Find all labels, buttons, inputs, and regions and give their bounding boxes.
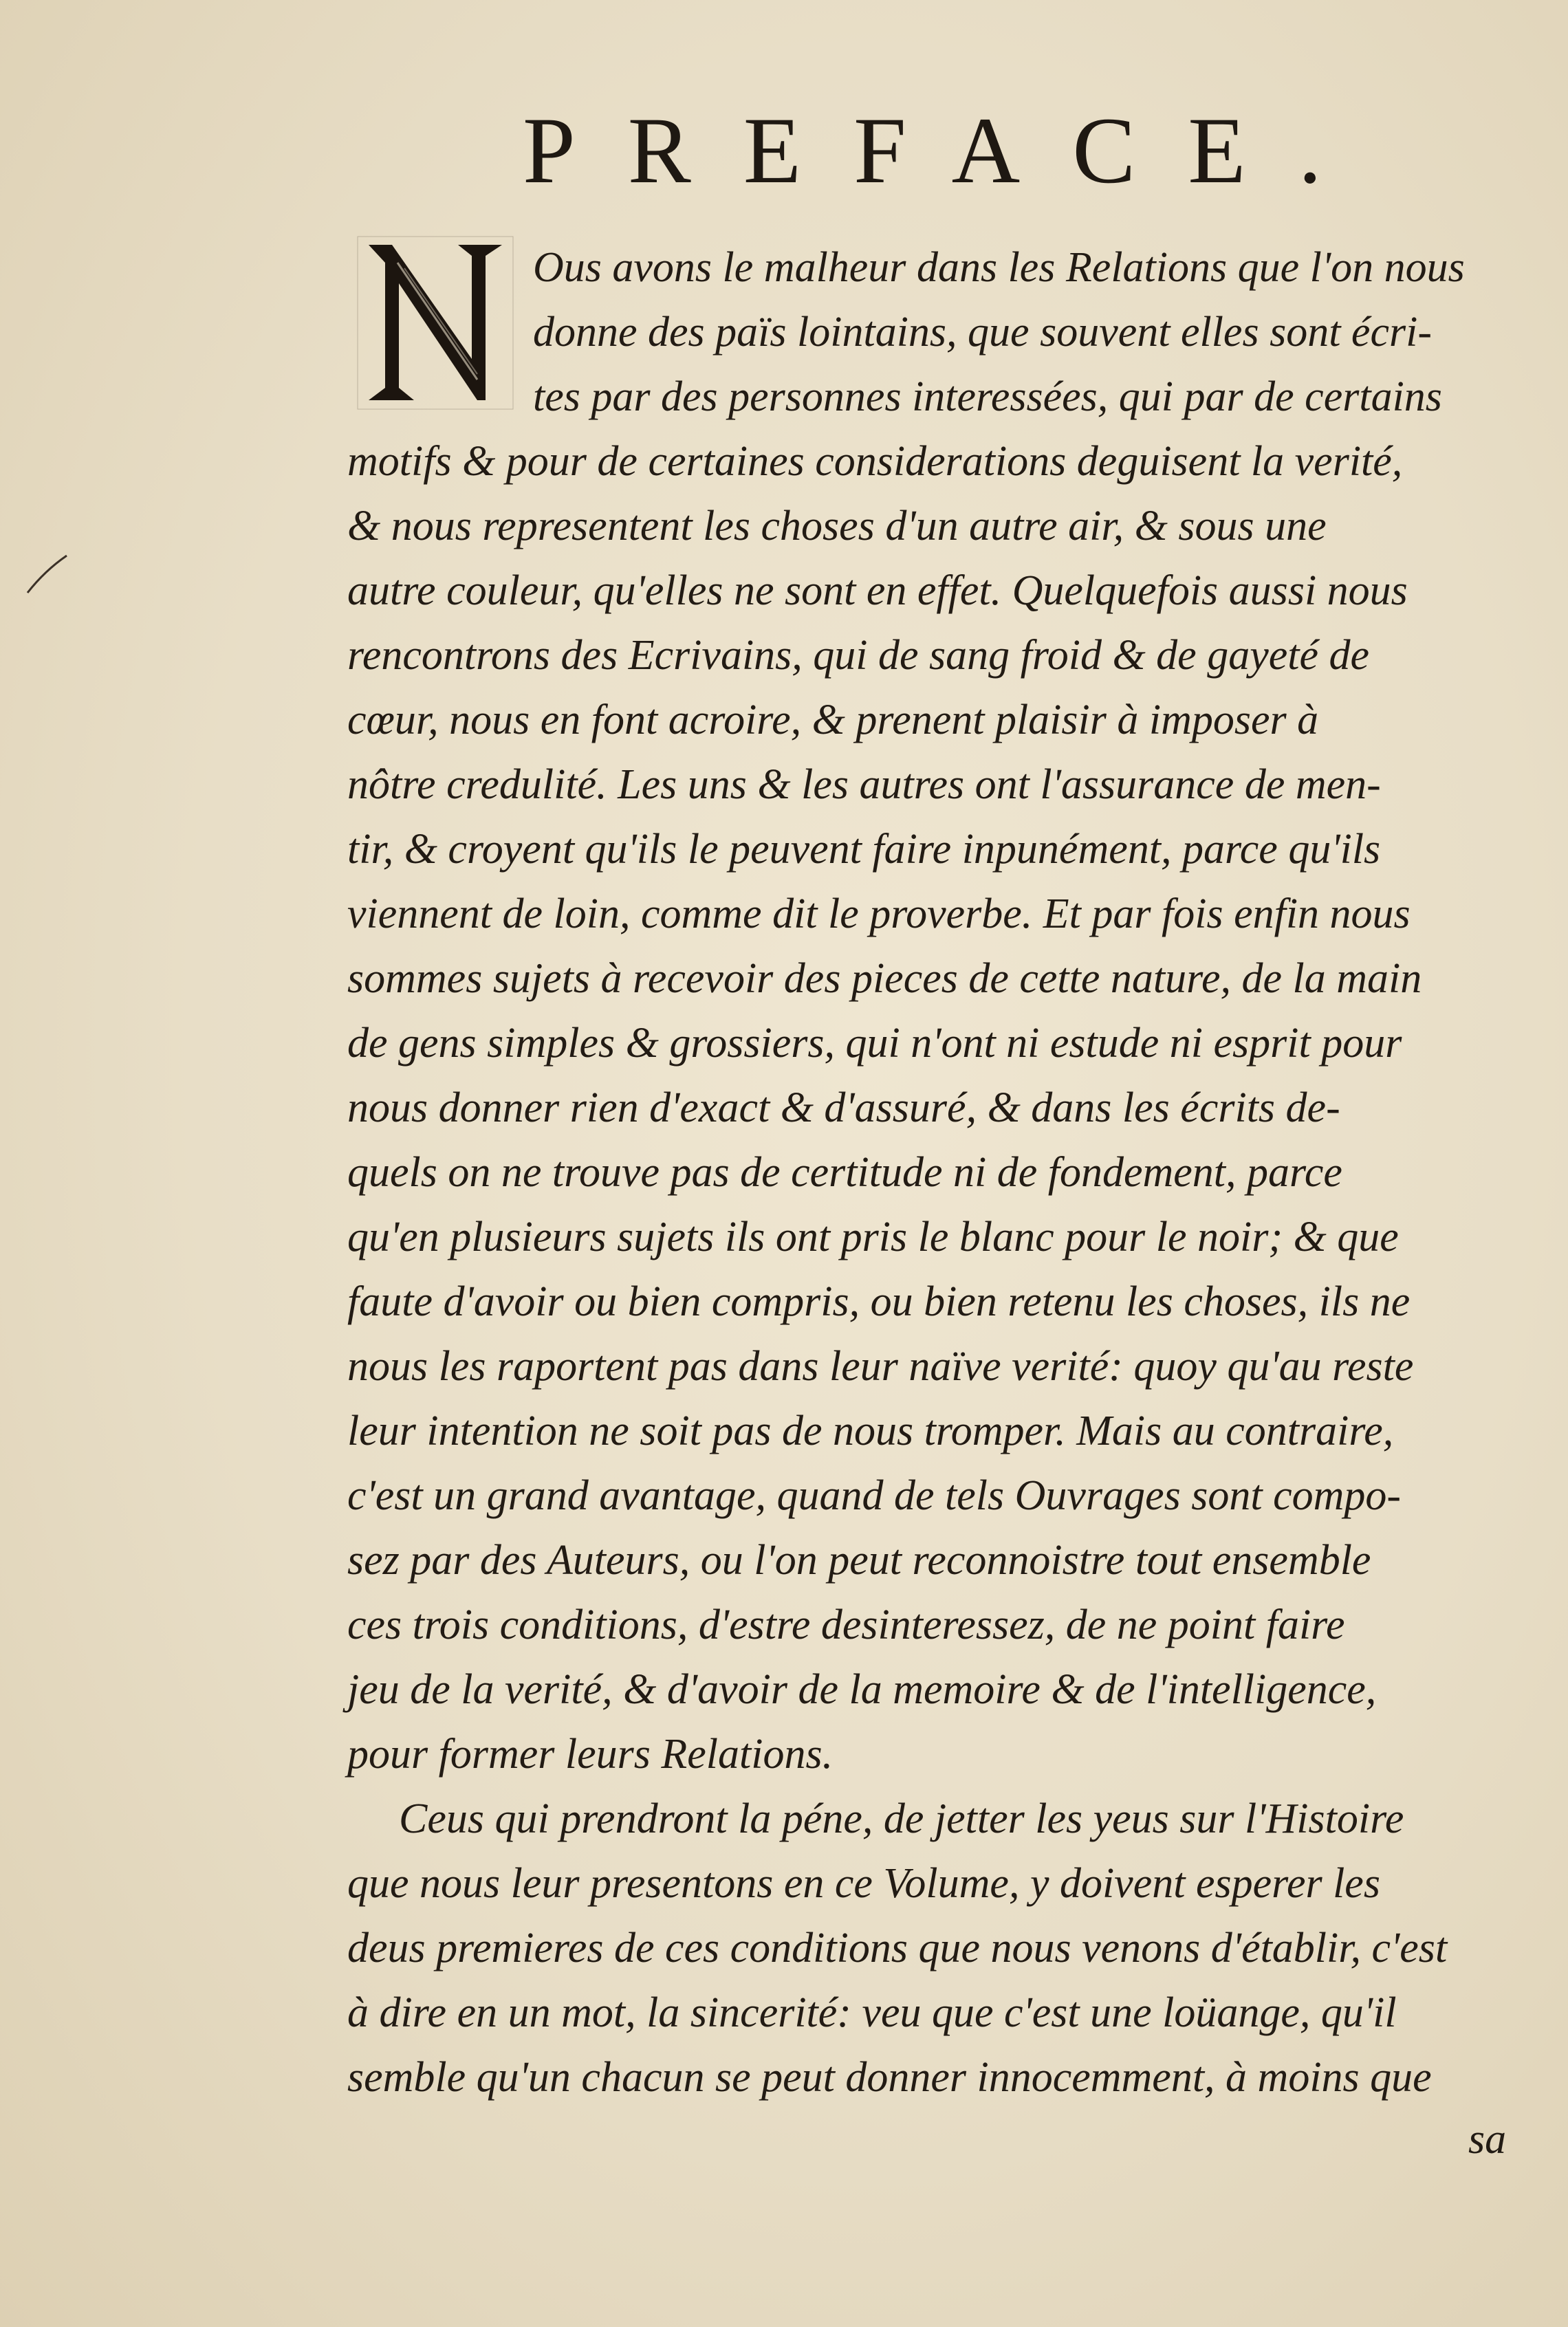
text-line: c'est un grand avantage, quand de tels Ouvrages sont compo- <box>347 1472 1402 1519</box>
text-line: jeu de la verité, & d'avoir de la memoire & de l'intelligence, <box>347 1666 1377 1713</box>
text-line: motifs & pour de certaines considerations deguisent la verité, <box>347 438 1403 485</box>
text-line: viennent de loin, comme dit le proverbe. Et par fois enfin nous <box>347 891 1411 937</box>
text-line: rencontrons des Ecrivains, qui de sang froid & de gayeté de <box>347 632 1370 679</box>
text-line: que nous leur presentons en ce Volume, y doivent esperer les <box>347 1860 1380 1907</box>
text-line: faute d'avoir ou bien compris, ou bien retenu les choses, ils ne <box>347 1278 1411 1325</box>
text-line: pour former leurs Relations. <box>347 1731 834 1778</box>
text-line: sez par des Auteurs, ou l'on peut reconnoistre tout ensemble <box>347 1537 1371 1584</box>
text-line: donne des païs lointains, que souvent elles sont écri- <box>533 309 1432 356</box>
text-line: autre couleur, qu'elles ne sont en effet. Quelquefois aussi nous <box>347 567 1408 614</box>
text-line: tes par des personnes interessées, qui par de certains <box>533 373 1442 420</box>
text-line: nous donner rien d'exact & d'assuré, & dans les écrits de- <box>347 1084 1340 1131</box>
text-line: semble qu'un chacun se peut donner innocemment, à moins que <box>347 2054 1432 2101</box>
text-line: qu'en plusieurs sujets ils ont pris le blanc pour le noir; & que <box>347 1214 1399 1260</box>
initial-letter-graphic <box>356 235 514 411</box>
text-line: Ous avons le malheur dans les Relations que l'on nous <box>533 244 1465 291</box>
text-line: nôtre credulité. Les uns & les autres ont l'assurance de men- <box>347 761 1381 808</box>
text-line: cœur, nous en font acroire, & prenent plaisir à imposer à <box>347 697 1319 743</box>
margin-pen-stroke <box>24 550 72 598</box>
text-line: à dire en un mot, la sincerité: veu que c'est une loüange, qu'il <box>347 1989 1397 2036</box>
text-line: de gens simples & grossiers, qui n'ont ni estude ni esprit pour <box>347 1020 1402 1067</box>
text-line: tir, & croyent qu'ils le peuvent faire inpunément, parce qu'ils <box>347 826 1381 873</box>
text-line: sommes sujets à recevoir des pieces de cette nature, de la main <box>347 955 1422 1002</box>
text-line: quels on ne trouve pas de certitude ni de fondement, parce <box>347 1149 1342 1196</box>
catchword: sa <box>1468 2116 1507 2163</box>
text-line: nous les raportent pas dans leur naïve verité: quoy qu'au reste <box>347 1343 1414 1390</box>
text-line: & nous representent les choses d'un autre air, & sous une <box>347 503 1327 549</box>
text-line: ces trois conditions, d'estre desinteressez, de ne point faire <box>347 1602 1345 1648</box>
text-line: leur intention ne soit pas de nous tromper. Mais au contraire, <box>347 1408 1394 1454</box>
decorative-initial <box>356 235 514 411</box>
text-line: Ceus qui prendront la péne, de jetter les yeus sur l'Histoire <box>399 1795 1404 1842</box>
text-line: deus premieres de ces conditions que nous venons d'établir, c'est <box>347 1925 1448 1971</box>
page-title: PREFACE. <box>523 98 1375 203</box>
pen-stroke-graphic <box>24 550 72 598</box>
